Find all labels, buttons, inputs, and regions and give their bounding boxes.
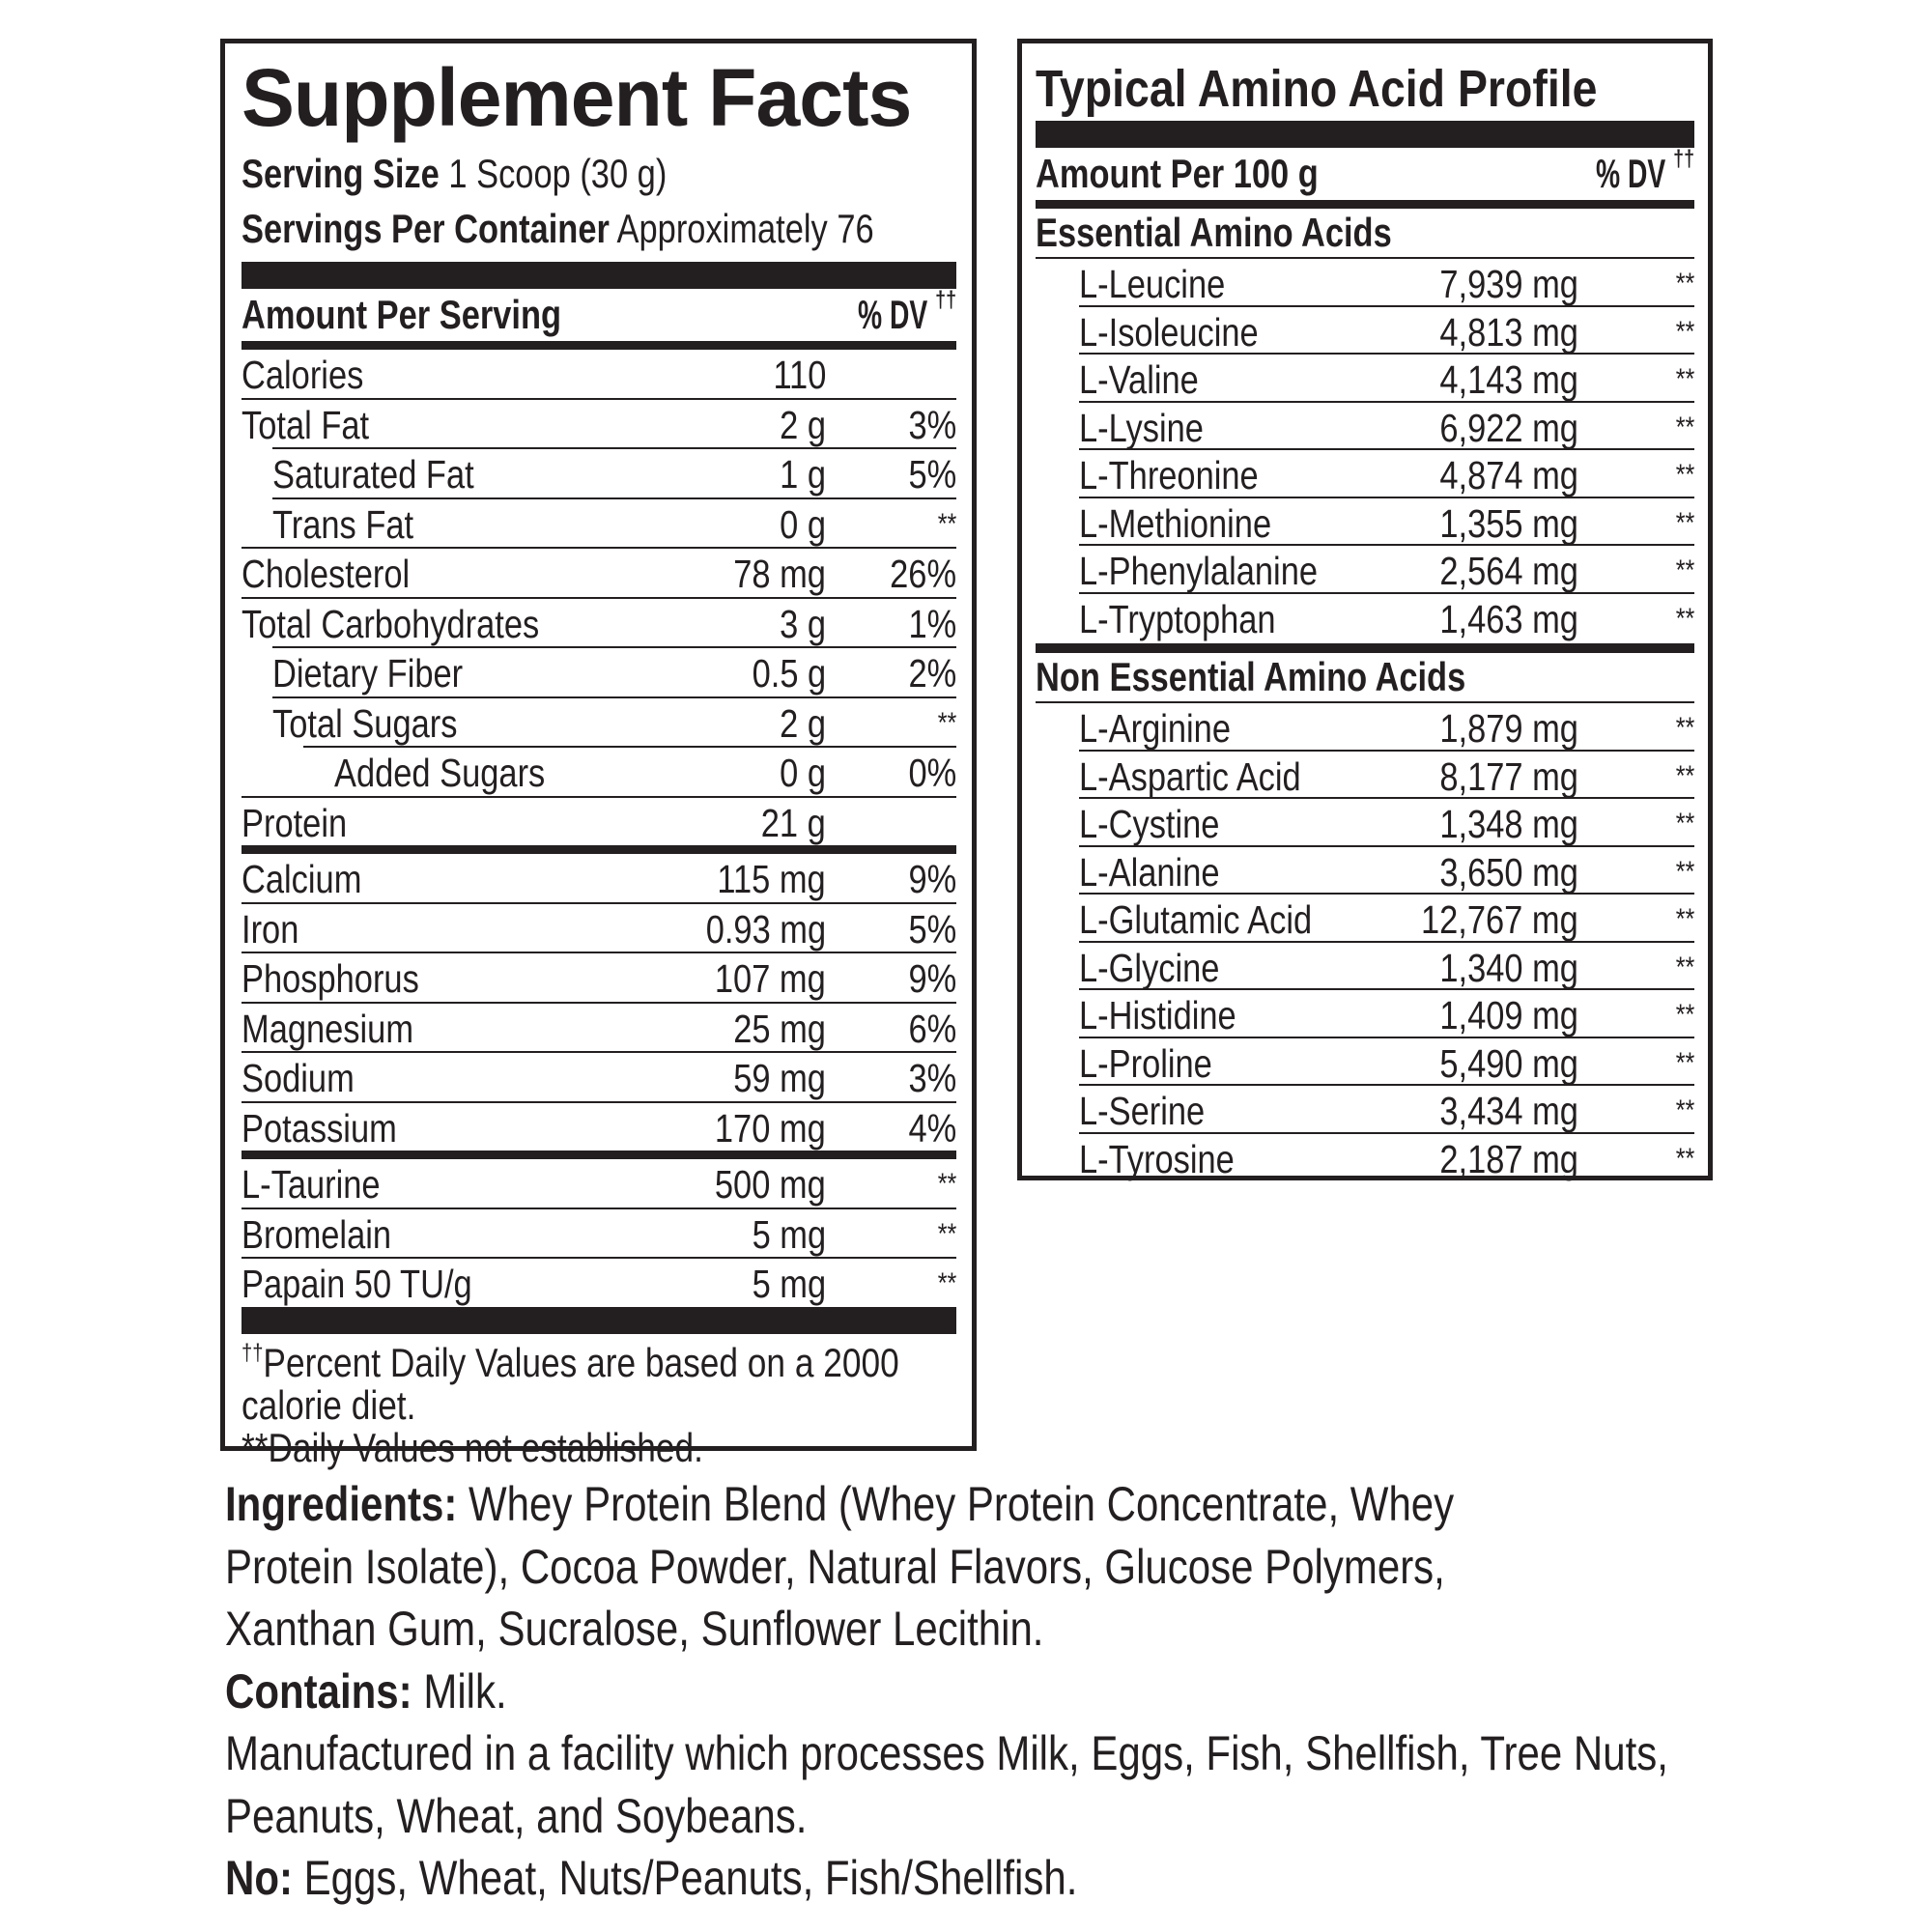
servings-per-container: Servings Per Container Approximately 76 [242,206,874,251]
amino-row: L-Tyrosine 2,187 mg ** [1079,1136,1694,1181]
nutrient-row: Total Fat 2 g 3% [242,402,956,447]
amount-header-row [242,289,956,350]
nutrient-row: Total Sugars 2 g ** [272,700,956,746]
nutrient-row: Cholesterol 78 mg 26% [242,552,956,596]
amino-row: L-Arginine 1,879 mg ** [1079,703,1694,752]
nutrient-row: Trans Fat 0 g ** [242,499,956,550]
dv-header: % DV †† [1595,146,1694,196]
amount-header: Amount Per 100 g [1036,151,1319,196]
other-row: Bromelain 5 mg ** [242,1209,956,1260]
ingredients-block [225,1473,1889,1910]
divider-bar [1036,121,1694,148]
amino-row: L-Leucine 7,939 mg ** [1079,259,1694,307]
essential-list [1036,259,1694,639]
amino-title: Typical Amino Acid Profile [1036,60,1598,118]
minerals-list [242,854,956,1159]
amino-row: L-Serine 3,434 mg ** [1079,1086,1694,1134]
essential-section-title: Essential Amino Acids [1036,209,1694,259]
footnotes [242,1339,956,1470]
amino-acid-panel [1017,39,1713,1180]
nutrient-row: Calories 110 [242,350,956,400]
nutrient-row: Dietary Fiber 0.5 g 2% [272,646,956,698]
nutrient-row: Total Carbohydrates 3 g 1% [242,597,956,647]
mineral-row: Iron 0.93 mg 5% [242,904,956,954]
divider-bar [1036,643,1694,653]
nutrient-row: Protein 21 g [242,796,956,855]
macros-list [242,350,956,854]
amino-row: L-Histidine 1,409 mg ** [1079,990,1694,1038]
amino-row: L-Cystine 1,348 mg ** [1079,799,1694,847]
amino-row: L-Aspartic Acid 8,177 mg ** [1079,752,1694,800]
mineral-row: Phosphorus 107 mg 9% [242,953,956,1004]
free-from-statement: No: Eggs, Wheat, Nuts/Peanuts, Fish/Shellfish. [225,1851,1078,1905]
other-row: Papain 50 TU/g 5 mg ** [242,1262,956,1306]
mineral-row: Magnesium 25 mg 6% [242,1004,956,1054]
amino-row: L-Proline 5,490 mg ** [1079,1038,1694,1087]
other-row: L-Taurine 500 mg ** [242,1159,956,1209]
amino-row: L-Methionine 1,355 mg ** [1079,498,1694,547]
supplement-facts-panel [220,39,977,1470]
amino-row: L-Glutamic Acid 12,767 mg ** [1079,895,1694,943]
nutrient-row: Added Sugars 0 g 0% [303,746,956,796]
serving-size: Serving Size 1 Scoop (30 g) [242,151,668,196]
nutrient-row: Saturated Fat 1 g 5% [272,447,956,499]
divider-bar [242,1307,956,1334]
footnote-dv: ††Percent Daily Values are based on a 2000 calorie diet. [242,1339,899,1428]
amino-row: L-Phenylalanine 2,564 mg ** [1079,546,1694,594]
dv-header: % DV †† [857,287,956,337]
amino-row: L-Alanine 3,650 mg ** [1079,847,1694,895]
amino-row: L-Valine 4,143 mg ** [1079,355,1694,403]
mineral-row: Sodium 59 mg 3% [242,1053,956,1103]
mineral-row: Potassium 170 mg 4% [242,1103,956,1160]
amino-row: L-Glycine 1,340 mg ** [1079,943,1694,991]
facility-statement: Manufactured in a facility which processes Milk, Eggs, Fish, Shellfish, Tree Nuts, Peanuts, Wheat, and Soybeans. [225,1726,1668,1843]
nonessential-list [1036,703,1694,1179]
amount-header: Amount Per Serving [242,292,562,337]
amino-row: L-Isoleucine 4,813 mg ** [1079,307,1694,355]
amino-row: L-Tryptophan 1,463 mg ** [1079,596,1694,641]
amino-header-row [1036,148,1694,209]
other-ingredients-list [242,1159,956,1307]
contains-statement: Contains: Milk. [225,1663,507,1719]
nonessential-section-title: Non Essential Amino Acids [1036,653,1694,703]
ingredients-statement: Ingredients: Whey Protein Blend (Whey Protein Concentrate, Whey Protein Isolate), Cocoa Powder, Natural Flavors, Glucose Polymers, Xanthan Gum, Sucralose, Sunflower Lecithin. [225,1477,1455,1656]
mineral-row: Calcium 115 mg 9% [242,854,956,904]
divider-bar [242,262,956,289]
amino-row: L-Lysine 6,922 mg ** [1079,403,1694,451]
footnote-na: **Daily Values not established. [242,1424,703,1470]
supplement-facts-title: Supplement Facts [242,52,912,143]
amino-row: L-Threonine 4,874 mg ** [1079,450,1694,498]
